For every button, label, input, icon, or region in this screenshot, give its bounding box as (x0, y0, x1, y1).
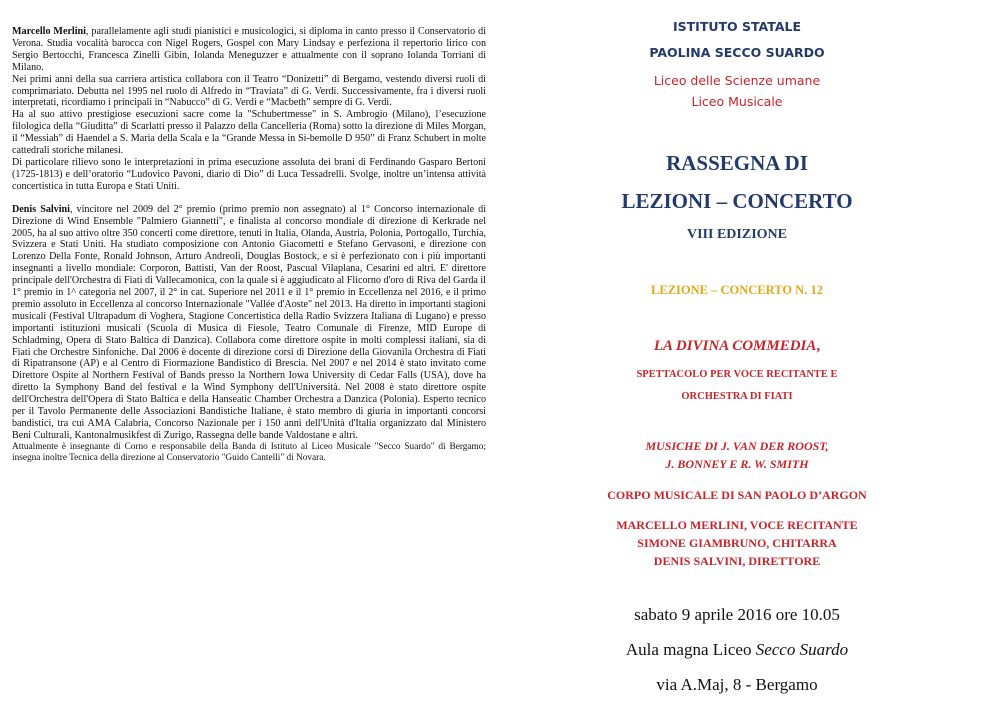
title-line-2: LEZIONI – CONCERTO (621, 189, 853, 213)
salvini-name: Denis Salvini (12, 203, 70, 215)
band-name: CORPO MUSICALE DI SAN PAOLO D’ARGON (607, 488, 867, 502)
performer-2: SIMONE GIAMBRUNO, CHITARRA (637, 536, 837, 550)
event-date: sabato 9 aprile 2016 ore 10.05 (634, 605, 840, 624)
merlini-career: Nei primi anni della sua carriera artistica collabora con il Teatro “Donizetti” di Bergamo, vestendo diversi ruoli di comprimariato. Debutta nel 1995 nel ruolo di Alfredo in “Traviata” di G. Verdi. Successivamente, fra i diversi ruoli interpretati, ricordiamo i principali in “Nabucco” di G. Verdi e “Macbeth” sempre di G. Verdi. (12, 73, 486, 109)
event-address: via A.Maj, 8 - Bergamo (656, 675, 818, 694)
work-title: LA DIVINA COMMEDIA, (653, 338, 821, 354)
salvini-current: Attualmente è insegnante di Corno e responsabile della Banda di Istituto al Liceo Musicale "Secco Suardo" di Bergamo; insegna inoltre Tecnica della direzione al Conservatorio "Guido Cantelli" di Novara. (12, 441, 486, 464)
performer-1: MARCELLO MERLINI, VOCE RECITANTE (616, 518, 858, 532)
merlini-name: Marcello Merlini (12, 26, 86, 37)
biography-column (12, 26, 486, 465)
merlini-bio: Marcello Merlini, parallelamente agli studi pianistici e musicologici, si diploma in canto presso il Conservatorio di Verona. Studia vocalità barocca con Nigel Rogers, Gospel con Mary Lindsay e perfeziona il repertorio lirico con Sergio Bertocchi, Francesca Zinelli Gibin, Iolanda Meneguzzer e attualmente con il soprano Iolanda Torriani di Milano. (12, 26, 486, 73)
liceo-line-1: Liceo delle Scienze umane (653, 73, 821, 88)
salvini-bio: Denis Salvini, vincitore nel 2009 del 2° premio (primo premio non assegnato) al 1° Concorso internazionale di Direzione di Wind Ensemble "Palmiero Giannetti", e finalista al concorso mondiale di direzione di Kerkrade nel 2005, ha al suo attivo oltre 350 concerti come direttore, tenuti in Italia, Olanda, Austria, Polonia, Portogallo, Turchia, Svizzera e Stati Uniti. Ha studiato composizione con Antonio Giacometti e Stefano Gervasoni, e direzione con Lorenzo Della Fonte, Ronald Johnson, Arturo Andreoli, Douglas Bostock, e si è perfezionato con i più importanti insegnanti a livello mondiale: Corporon, Battisti, Van der Roost, Pascual Vilaplana, Cesarini ed altri. E' direttore principale dell'Orchestra di Fiati di Vallecamonica, con la quale si è aggiudicato al Flicorno d'oro di Riva del Garda il 1° premio in 1^ categoria nel 2007, il 2° in cat. Superiore nel 2011 e il 1° premio in Eccellenza nel 2016, e il primo premio assoluto in Eccellenza al concorso Internazionale "Vallée d'Aoste" nel 2013. Ha diretto in importanti stagioni musicali (Festival Ultrapadum di Voghera, Stagione Concertistica della Radio Svizzera Italiana di Lugano) e presso importanti istituzioni musicali (Scuola di Musica di Fiesole, Teatro Comunale di Firenze, MID Europe di Schladming, Opera di Stato Baltica di Danzica). Collabora come direttore ospite in molti complessi italiani, sia di Fiati che Orchestre Sinfoniche. Dal 2006 è docente di direzione corsi di Direzione della Giovanila Orchestra di Fiati di Ripatransone (AP) e al Centro di Fiormazione Bandistico di Brescia. Nel 2007 e nel 2014 è stato invitato come Direttore Ospite al Northern Festival of Bands presso la Northern Iowa University di Cedar Falls (USA), dove ha diretto la Symphony Band del festival e la Wind Symphony dell'Università. Nel 2008 è stato direttore ospite dell'Orchestra dell'Opera di Stato Baltica e della Hanseatic Chamber Orchestra a Danzica (Polonia). Esperto tecnico per il Tavolo Permanente delle Associazioni Bandistiche Italiane, è stato membro di giuria in importanti concorsi bandistici, tra cui AMA Calabria, Concorso Nazionale per i 150 anni dell'Unità d'Italia organizzato dal Ministero Beni Culturali, Kantonalmusikfest di Zurigo, Rassegna delle bande Valdostane e altri. (12, 203, 487, 441)
merlini-sacred: Ha al suo attivo prestigiose esecuzioni sacre come la "Schubertmesse" in S. Ambrogio (Milano), l’esecuzione filologica della “Giuditta” di Scarlatti presso il Palazzo della Cancelleria (Roma) sotto la direzione di Miles Morgan, il “Messiah” di Haendel a S. Maria della Scala e la “Grande Messa in Si-bemolle D 950” di Franz Schubert in molte cattedrali storiche milanesi. (12, 109, 486, 157)
liceo-line-2: Liceo Musicale (691, 94, 783, 109)
music-line-2: J. BONNEY E R. W. SMITH (665, 457, 809, 471)
lesson-number: LEZIONE – CONCERTO N. 12 (651, 283, 823, 297)
title-line-1: RASSEGNA DI (666, 151, 808, 175)
spectacle-line-2: ORCHESTRA DI FIATI (681, 391, 793, 402)
school-line-1: ISTITUTO STATALE (672, 19, 801, 34)
merlini-premieres: Di particolare rilievo sono le interpretazioni in prima esecuzione assoluta dei brani di Ferdinando Gasparo Bertoni (1725-1813) e dell’oratorio “Ludovico Pavoni, diario di Dio” di Luca Tessadrelli. Svolge, inoltre un’intensa attività concertistica in tutta Europa e Stati Uniti. (12, 156, 486, 192)
edition: VIII EDIZIONE (687, 227, 787, 242)
spectacle-line-1: SPETTACOLO PER VOCE RECITANTE E (636, 369, 838, 380)
event-venue: Aula magna Liceo Secco Suardo (625, 640, 849, 659)
music-line-1: MUSICHE DI J. VAN DER ROOST, (645, 439, 829, 453)
school-line-2: PAOLINA SECCO SUARDO (649, 45, 825, 60)
performer-3: DENIS SALVINI, DIRETTORE (653, 554, 821, 568)
